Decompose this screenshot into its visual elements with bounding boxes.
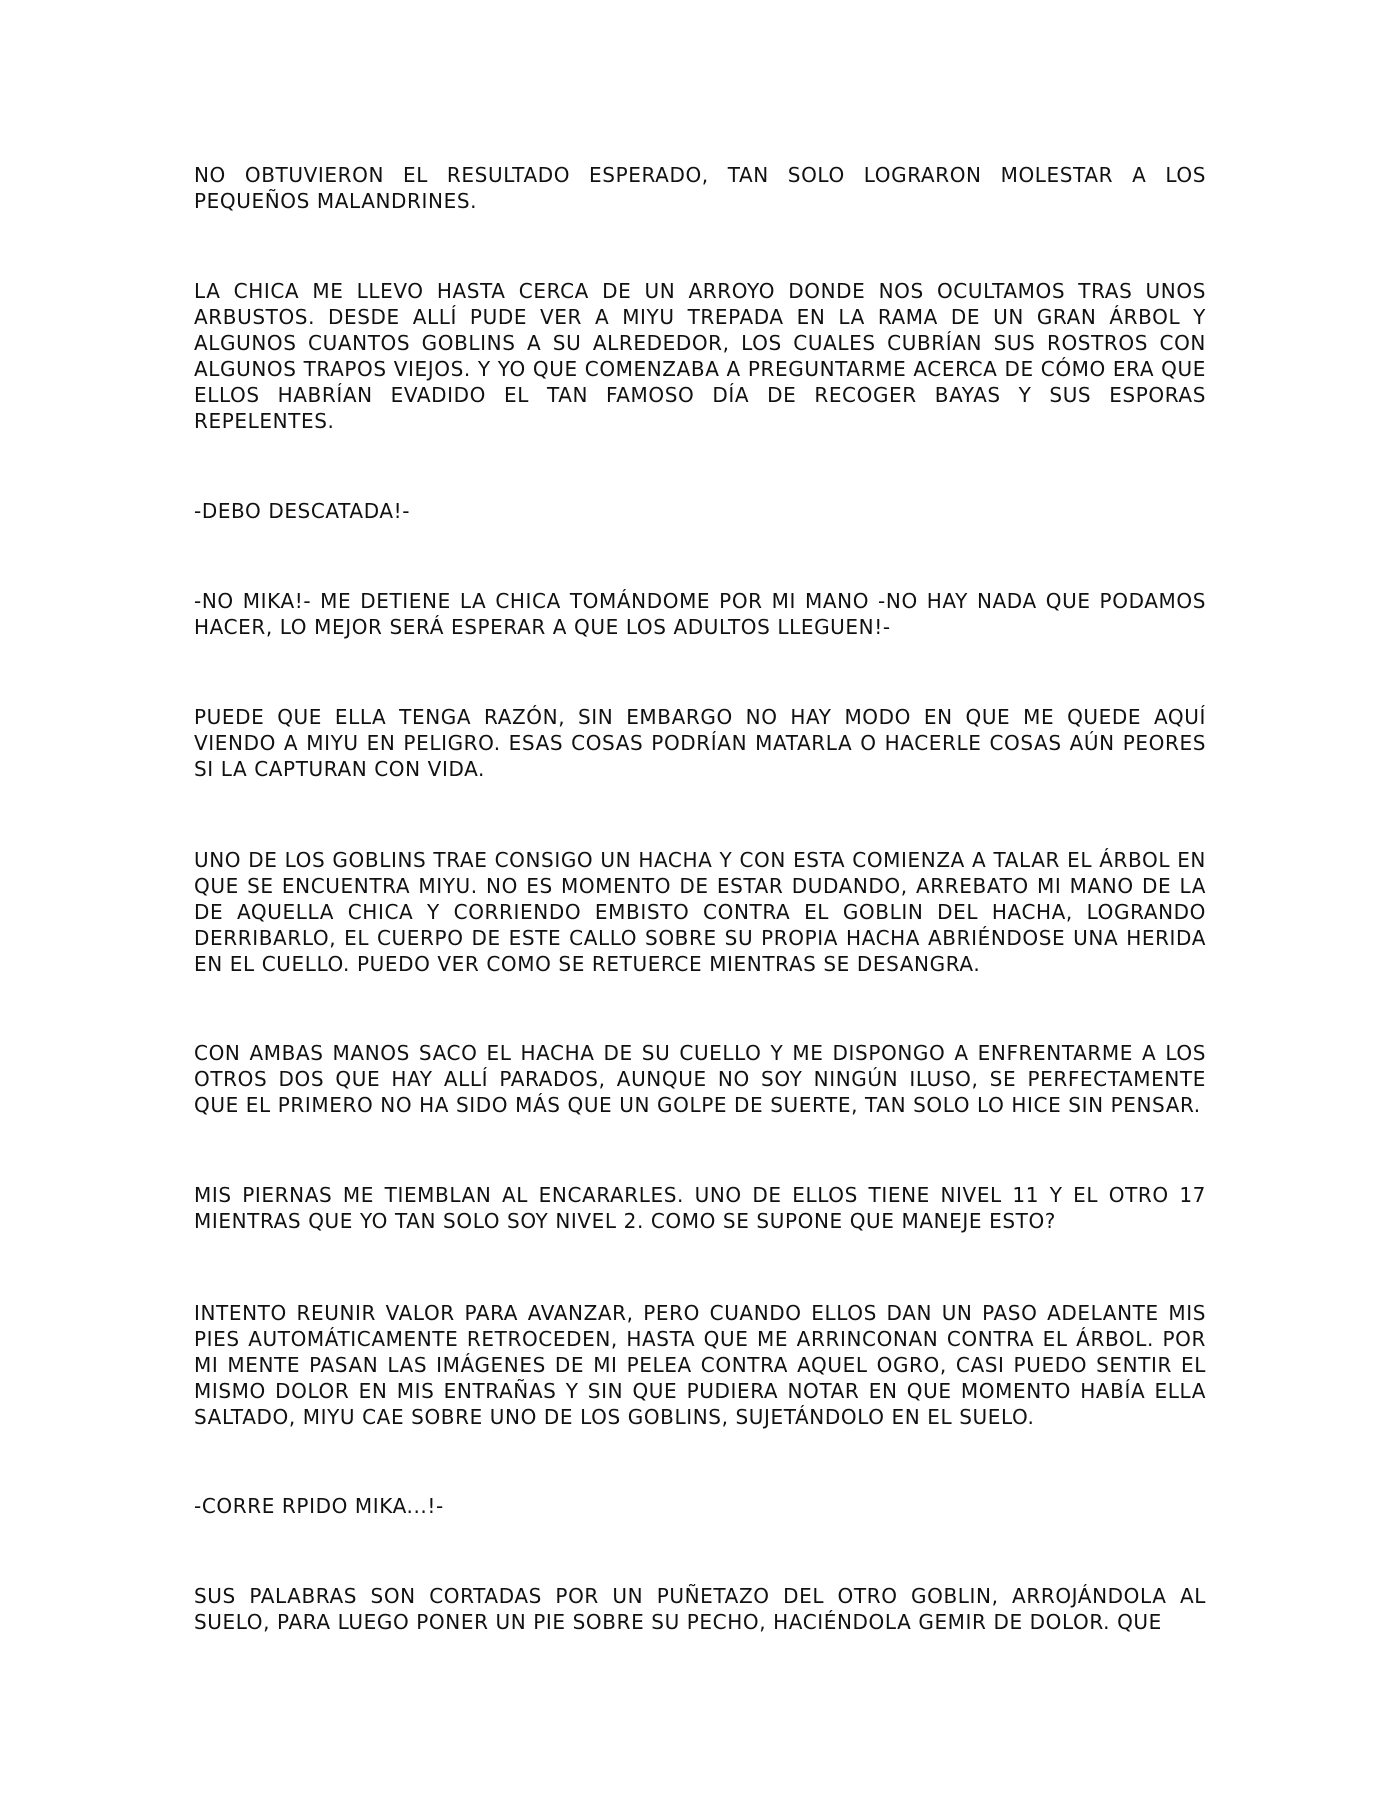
dialogue-1: -DEBO DESCATADA!- (194, 499, 411, 523)
paragraph-9: SUS PALABRAS SON CORTADAS POR UN PUÑETAZO DEL OTRO GOBLIN, ARROJÁNDOLA AL SUELO, PARA LUEGO PONER UN PIE SOBRE SU PECHO, HACIÉNDOLA GEMIR DE DOLOR. QUE (194, 1584, 1206, 1634)
paragraph-2: LA CHICA ME LLEVO HASTA CERCA DE UN ARROYO DONDE NOS OCULTAMOS TRAS UNOS ARBUSTOS. DESDE ALLÍ PUDE VER A MIYU TREPADA EN LA RAMA DE UN GRAN ÁRBOL Y ALGUNOS CUANTOS GOBLINS A SU ALREDEDOR, LOS CUALES CUBRÍAN SUS ROSTROS CON ALGUNOS TRAPOS VIEJOS. Y YO QUE COMENZABA A PREGUNTARME ACERCA DE CÓMO ERA QUE ELLOS HABRÍAN EVADIDO EL TAN FAMOSO DÍA DE RECOGER BAYAS Y SUS ESPORAS REPELENTES. (194, 279, 1206, 433)
paragraph-6: CON AMBAS MANOS SACO EL HACHA DE SU CUELLO Y ME DISPONGO A ENFRENTARME A LOS OTROS DOS QUE HAY ALLÍ PARADOS, AUNQUE NO SOY NINGÚN ILUSO, SE PERFECTAMENTE QUE EL PRIMERO NO HA SIDO MÁS QUE UN GOLPE DE SUERTE, TAN SOLO LO HICE SIN PENSAR. (194, 1041, 1206, 1117)
paragraph-3: -NO MIKA!- ME DETIENE LA CHICA TOMÁNDOME POR MI MANO -NO HAY NADA QUE PODAMOS HACER, LO MEJOR SERÁ ESPERAR A QUE LOS ADULTOS LLEGUEN!- (194, 589, 1206, 639)
paragraph-1: NO OBTUVIERON EL RESULTADO ESPERADO, TAN SOLO LOGRARON MOLESTAR A LOS PEQUEÑOS MALANDRINES. (194, 163, 1206, 213)
paragraph-7: MIS PIERNAS ME TIEMBLAN AL ENCARARLES. UNO DE ELLOS TIENE NIVEL 11 Y EL OTRO 17 MIENTRAS QUE YO TAN SOLO SOY NIVEL 2. COMO SE SUPONE QUE MANEJE ESTO? (194, 1183, 1206, 1233)
dialogue-2: -CORRE RPIDO MIKA...!- (194, 1494, 444, 1518)
paragraph-8: INTENTO REUNIR VALOR PARA AVANZAR, PERO CUANDO ELLOS DAN UN PASO ADELANTE MIS PIES AUTOMÁTICAMENTE RETROCEDEN, HASTA QUE ME ARRINCONAN CONTRA EL ÁRBOL. POR MI MENTE PASAN LAS IMÁGENES DE MI PELEA CONTRA AQUEL OGRO, CASI PUEDO SENTIR EL MISMO DOLOR EN MIS ENTRAÑAS Y SIN QUE PUDIERA NOTAR EN QUE MOMENTO HABÍA ELLA SALTADO, MIYU CAE SOBRE UNO DE LOS GOBLINS, SUJETÁNDOLO EN EL SUELO. (194, 1301, 1206, 1429)
paragraph-5: UNO DE LOS GOBLINS TRAE CONSIGO UN HACHA Y CON ESTA COMIENZA A TALAR EL ÁRBOL EN QUE SE ENCUENTRA MIYU. NO ES MOMENTO DE ESTAR DUDANDO, ARREBATO MI MANO DE LA DE AQUELLA CHICA Y CORRIENDO EMBISTO CONTRA EL GOBLIN DEL HACHA, LOGRANDO DERRIBARLO, EL CUERPO DE ESTE CALLO SOBRE SU PROPIA HACHA ABRIÉNDOSE UNA HERIDA EN EL CUELLO. PUEDO VER COMO SE RETUERCE MIENTRAS SE DESANGRA. (194, 848, 1206, 976)
paragraph-4: PUEDE QUE ELLA TENGA RAZÓN, SIN EMBARGO NO HAY MODO EN QUE ME QUEDE AQUÍ VIENDO A MIYU EN PELIGRO. ESAS COSAS PODRÍAN MATARLA O HACERLE COSAS AÚN PEORES SI LA CAPTURAN CON VIDA. (194, 705, 1206, 781)
